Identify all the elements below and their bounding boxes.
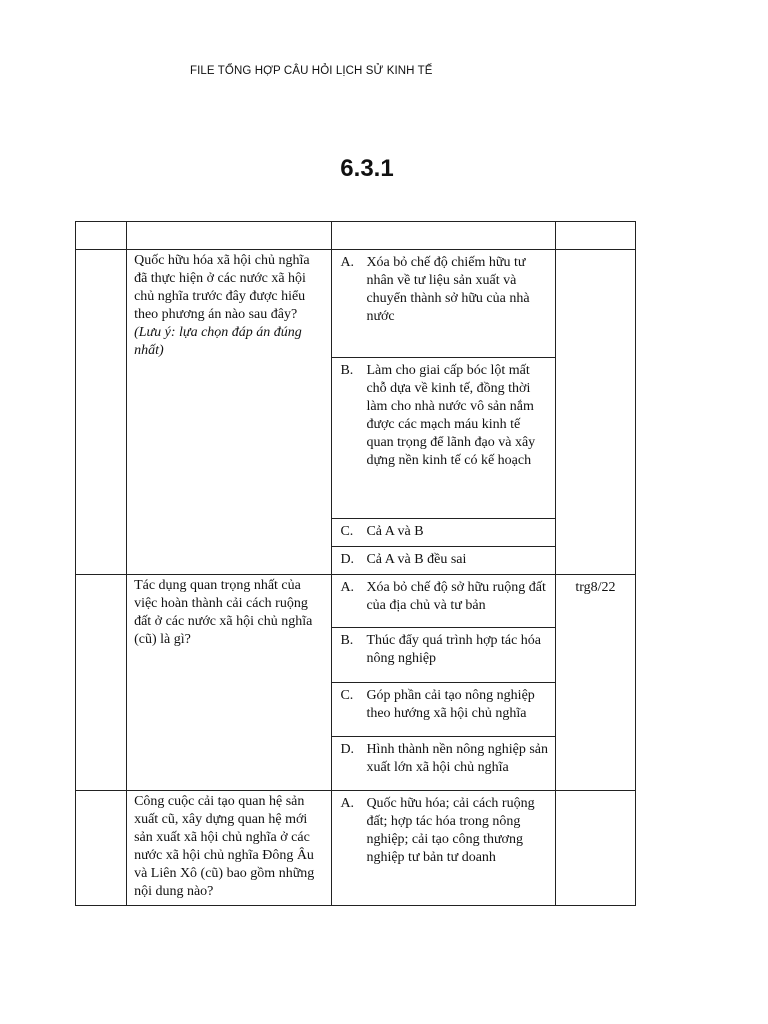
- document-header: FILE TỔNG HỢP CÂU HỎI LỊCH SỬ KINH TẾ: [190, 65, 433, 77]
- reference-cell: [555, 791, 635, 906]
- option-letter: A.: [340, 796, 355, 811]
- answer-option[interactable]: [332, 628, 555, 683]
- table-row: [76, 791, 636, 906]
- table-header-row: [76, 222, 636, 250]
- option-letter: D.: [340, 552, 355, 567]
- option-letter: B.: [340, 633, 354, 648]
- answer-option[interactable]: [332, 358, 555, 519]
- answer-option[interactable]: [332, 547, 555, 575]
- option-text: Xóa bỏ chế độ chiếm hữu tư nhân về tư liệu sản xuất và chuyển thành sở hữu của nhà nước: [366, 255, 530, 324]
- answer-option[interactable]: [332, 791, 555, 906]
- reference-cell: [555, 250, 635, 575]
- reference-cell: [555, 575, 635, 791]
- option-letter: B.: [340, 363, 354, 378]
- question-cell: [127, 575, 332, 791]
- question-note: (Lưu ý: lựa chọn đáp án đúng nhất): [134, 325, 302, 358]
- table-row: [76, 575, 636, 628]
- question-text: Quốc hữu hóa xã hội chủ nghĩa đã thực hiện ở các nước xã hội chủ nghĩa trước đây được hiểu theo phương án nào sau đây?: [134, 253, 310, 322]
- option-letter: A.: [340, 255, 355, 270]
- option-letter: D.: [340, 742, 355, 757]
- table-row: [76, 250, 636, 358]
- option-text: Cả A và B đều sai: [366, 552, 467, 567]
- option-text: Xóa bỏ chế độ sở hữu ruộng đất của địa chủ và tư bản: [366, 580, 546, 613]
- header-cell-question: [127, 222, 332, 250]
- question-number-cell: [76, 791, 127, 906]
- question-cell: [127, 791, 332, 906]
- question-table: [75, 221, 636, 906]
- option-text: Làm cho giai cấp bóc lột mất chỗ dựa về kinh tế, đồng thời làm cho nhà nước vô sản nắm được các mạch máu kinh tế quan trọng để lãnh đạo và xây dựng nền kinh tế có kế hoạch: [366, 363, 536, 468]
- option-text: Góp phần cải tạo nông nghiệp theo hướng xã hội chủ nghĩa: [366, 688, 535, 721]
- reference-text: [556, 250, 635, 256]
- option-text: Quốc hữu hóa; cải cách ruộng đất; hợp tác hóa trong nông nghiệp; cải tạo công thương nghiệp tư bản tư doanh: [366, 796, 535, 865]
- header-cell-ref: [555, 222, 635, 250]
- option-text: Cả A và B: [366, 524, 424, 539]
- answer-option[interactable]: [332, 250, 555, 358]
- question-number-cell: [76, 575, 127, 791]
- option-text: Thúc đẩy quá trình hợp tác hóa nông nghiệp: [366, 633, 542, 666]
- question-text: Công cuộc cải tạo quan hệ sản xuất cũ, xây dựng quan hệ mới sản xuất xã hội chủ nghĩa ở các nước xã hội chủ nghĩa Đông Âu và Liên Xô (cũ) bao gồm những nội dung nào?: [134, 794, 315, 899]
- section-number: 6.3.1: [340, 155, 394, 182]
- answer-option[interactable]: [332, 575, 555, 628]
- question-number-cell: [76, 250, 127, 575]
- answer-option[interactable]: [332, 737, 555, 791]
- reference-text: trg8/22: [575, 580, 616, 595]
- option-letter: A.: [340, 580, 355, 595]
- option-letter: C.: [340, 688, 354, 703]
- header-cell-no: [76, 222, 127, 250]
- reference-text: [556, 791, 635, 797]
- option-text: Hình thành nền nông nghiệp sản xuất lớn xã hội chủ nghĩa: [366, 742, 549, 775]
- answer-option[interactable]: [332, 519, 555, 547]
- answer-option[interactable]: [332, 683, 555, 737]
- header-cell-options: [332, 222, 555, 250]
- option-letter: C.: [340, 524, 354, 539]
- question-cell: [127, 250, 332, 575]
- question-text: Tác dụng quan trọng nhất của việc hoàn thành cải cách ruộng đất ở các nước xã hội chủ nghĩa (cũ) là gì?: [134, 578, 313, 647]
